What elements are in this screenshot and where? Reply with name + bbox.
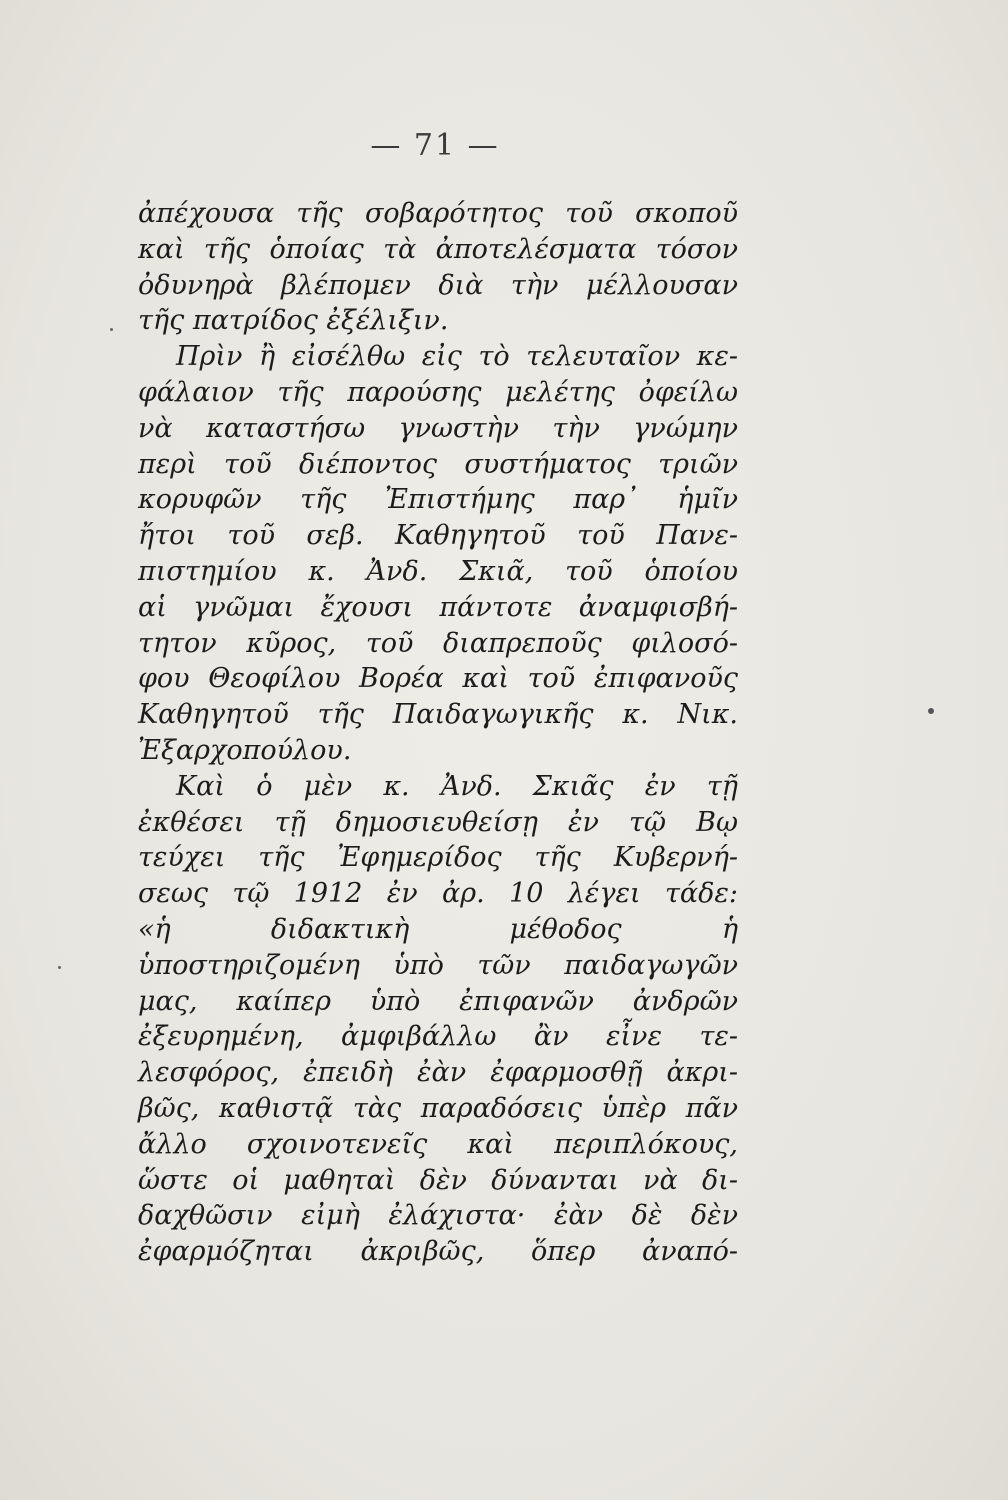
- text-line: Πρὶν ἢ εἰσέλθω εἰς τὸ τελευταῖον κε-: [176, 341, 738, 373]
- text-line: Ἐξαρχοπούλου.: [138, 734, 352, 766]
- text-line: ὑποστηριζομένη ὑπὸ τῶν παιδαγωγῶν: [138, 949, 738, 981]
- text-line: νὰ καταστήσω γνωστὴν τὴν γνώμην: [138, 412, 738, 444]
- ink-spot: [928, 708, 934, 714]
- text-line: δαχθῶσιν εἰμὴ ἐλάχιστα· ἐὰν δὲ δὲν: [138, 1200, 738, 1232]
- text-line: φάλαιον τῆς παρούσης μελέτης ὀφείλω: [138, 376, 738, 408]
- text-line: ὥστε οἱ μαθηταὶ δὲν δύνανται νὰ δι-: [138, 1164, 738, 1196]
- text-line: καὶ τῆς ὁποίας τὰ ἀποτελέσματα τόσον: [138, 233, 738, 265]
- text-line: τεύχει τῆς Ἐφημερίδος τῆς Κυβερνή-: [138, 842, 738, 874]
- text-line: Καθηγητοῦ τῆς Παιδαγωγικῆς κ. Νικ.: [138, 699, 738, 731]
- text-line: ἀπέχουσα τῆς σοβαρότητος τοῦ σκοποῦ: [138, 198, 738, 229]
- text-line: «ἡ διδακτικὴ μέθοδος ἡ: [138, 913, 738, 945]
- body-text: [138, 196, 738, 1270]
- text-line: ἄλλο σχοινοτενεῖς καὶ περιπλόκους,: [138, 1128, 738, 1160]
- text-line: αἱ γνῶμαι ἔχουσι πάντοτε ἀναμφισβή-: [138, 591, 738, 623]
- text-line: ἐφαρμόζηται ἀκριβῶς, ὅπερ ἀναπό-: [138, 1236, 738, 1268]
- text-line: ἐκθέσει τῇ δημοσιευθείσῃ ἐν τῷ Βῳ: [138, 806, 738, 838]
- text-line: περὶ τοῦ διέποντος συστήματος τριῶν: [138, 448, 738, 480]
- ink-speck: [58, 966, 61, 969]
- text-line: φου Θεοφίλου Βορέα καὶ τοῦ ἐπιφανοῦς: [138, 663, 738, 695]
- text-line: κορυφῶν τῆς Ἐπιστήμης παρ᾽ ἡμῖν: [138, 484, 738, 516]
- text-line: σεως τῷ 1912 ἐν ἀρ. 10 λέγει τάδε:: [138, 878, 738, 910]
- ink-speck: [110, 328, 113, 331]
- text-line: Καὶ ὁ μὲν κ. Ἀνδ. Σκιᾶς ἐν τῇ: [176, 770, 738, 802]
- text-line: τητον κῦρος, τοῦ διαπρεποῦς φιλοσό-: [138, 627, 738, 659]
- text-line: ἤτοι τοῦ σεβ. Καθηγητοῦ τοῦ Πανε-: [138, 520, 738, 552]
- text-line: βῶς, καθιστᾷ τὰς παραδόσεις ὑπὲρ πᾶν: [138, 1092, 738, 1124]
- text-line: πιστημίου κ. Ἀνδ. Σκιᾶ, τοῦ ὁποίου: [138, 555, 738, 587]
- text-line: μας, καίπερ ὑπὸ ἐπιφανῶν ἀνδρῶν: [138, 985, 738, 1017]
- page-number: — 71 —: [370, 128, 500, 163]
- text-line: λεσφόρος, ἐπειδὴ ἐὰν ἐφαρμοσθῇ ἀκρι-: [138, 1057, 738, 1089]
- text-line: ὀδυνηρὰ βλέπομεν διὰ τὴν μέλλουσαν: [138, 269, 738, 301]
- text-line: ἐξευρημένη, ἀμφιβάλλω ἂν εἶνε τε-: [138, 1021, 738, 1053]
- text-line: τῆς πατρίδος ἐξέλιξιν.: [138, 305, 449, 337]
